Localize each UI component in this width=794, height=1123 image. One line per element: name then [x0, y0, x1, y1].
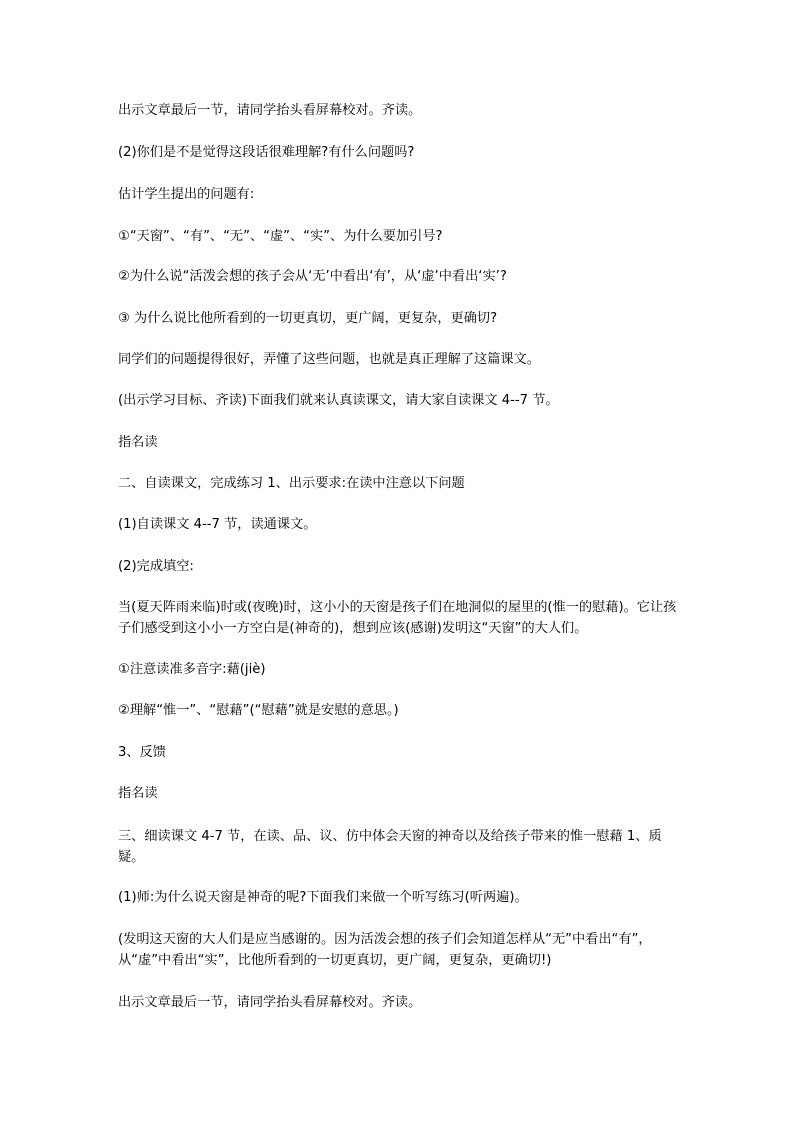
- paragraph: (1)师:为什么说天窗是神奇的呢?下面我们来做一个听写练习(听两遍)。: [118, 890, 528, 905]
- paragraph: 同学们的问题提得很好，弄懂了这些问题，也就是真正理解了这篇课文。: [118, 352, 540, 367]
- paragraph: ①“天窗”、“有”、“无”、“虚”、“实”、为什么要加引号?: [118, 229, 443, 244]
- paragraph: 二、自读课文，完成练习 1、出示要求:在读中注意以下问题: [118, 476, 465, 491]
- paragraph: (2)你们是不是觉得这段话很难理解?有什么问题吗?: [118, 145, 415, 160]
- paragraph: 出示文章最后一节，请同学抬头看屏幕校对。齐读。: [118, 103, 422, 118]
- paragraph: (1)自读课文 4--7 节，读通课文。: [118, 517, 317, 532]
- paragraph: ③ 为什么说比他所看到的一切更真切，更广阔，更复杂，更确切?: [118, 311, 498, 326]
- paragraph: 指名读: [118, 435, 158, 450]
- paragraph: ②理解“惟一”、“慰藉”(“慰藉”就是安慰的意思。): [118, 703, 399, 718]
- paragraph: (2)完成填空:: [118, 559, 194, 574]
- paragraph: 估计学生提出的问题有:: [118, 187, 255, 202]
- paragraph: 指名读: [118, 786, 158, 801]
- paragraph: ①注意读准多音字:藉(jiè): [118, 662, 266, 677]
- paragraph: (发明这天窗的大人们是应当感谢的。因为活泼会想的孩子们会知道怎样从“无”中看出“有”，从“虚”中看出“实”，比他所看到的一切更真切，更广阔，更复杂，更确切!): [118, 932, 652, 968]
- paragraph: 当(夏天阵雨来临)时或(夜晚)时，这小小的天窗是孩子们在地洞似的屋里的(惟一的慰藉)。它让孩子们感受到这小小一方空白是(神奇的)，想到应该(感谢)发明这“天窗”的大人们。: [118, 600, 677, 636]
- paragraph: ②为什么说“活泼会想的孩子会从‘无’中看出‘有’，从‘虚’中看出‘实’?: [118, 269, 507, 284]
- paragraph: 三、细读课文 4-7 节，在读、品、议、仿中体会天窗的神奇以及给孩子带来的惟一慰藉 1、质疑。: [118, 829, 662, 865]
- paragraph: 出示文章最后一节，请同学抬头看屏幕校对。齐读。: [118, 995, 422, 1010]
- paragraph: 3、反馈: [118, 745, 166, 760]
- paragraph: (出示学习目标、齐读)下面我们就来认真读课文，请大家自读课文 4--7 节。: [118, 393, 559, 408]
